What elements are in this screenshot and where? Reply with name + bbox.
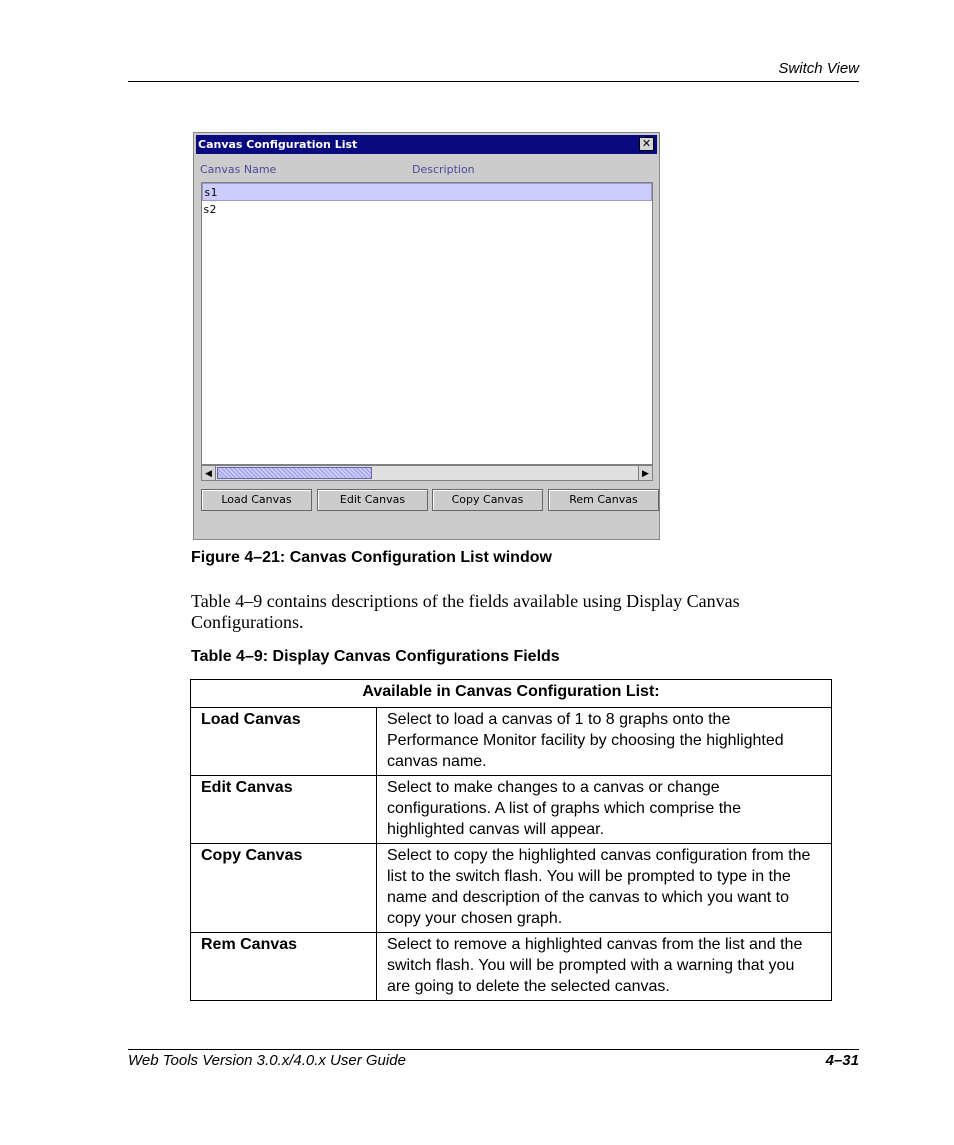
field-name: Load Canvas	[191, 708, 377, 776]
window-title: Canvas Configuration List	[198, 138, 358, 151]
edit-canvas-button[interactable]: Edit Canvas	[317, 489, 428, 511]
window-titlebar	[196, 135, 657, 154]
rem-canvas-button[interactable]: Rem Canvas	[548, 489, 659, 511]
field-name: Rem Canvas	[191, 933, 377, 1001]
canvas-list[interactable]	[201, 182, 653, 465]
canvas-configuration-window	[193, 132, 660, 540]
field-description: Select to load a canvas of 1 to 8 graphs onto the Performance Monitor facility by choosing the highlighted canvas name.	[377, 708, 832, 776]
field-description: Select to make changes to a canvas or change configurations. A list of graphs which comprise the highlighted canvas will appear.	[377, 776, 832, 844]
figure-caption: Figure 4–21: Canvas Configuration List window	[191, 549, 552, 566]
table-header-row	[191, 680, 832, 708]
load-canvas-button[interactable]: Load Canvas	[201, 489, 312, 511]
body-paragraph: Table 4–9 contains descriptions of the fields available using Display Canvas Configurations.	[191, 591, 740, 632]
table-row	[191, 844, 832, 933]
list-item[interactable]: s2	[203, 203, 217, 216]
field-name: Copy Canvas	[191, 844, 377, 933]
table-title: Table 4–9: Display Canvas Configurations Fields	[191, 648, 560, 665]
scroll-thumb[interactable]	[217, 467, 372, 479]
field-description: Select to copy the highlighted canvas configuration from the list to the switch flash. You will be prompted to type in the name and description of the canvas to which you want to copy your chosen graph.	[377, 844, 832, 933]
footer-guide-title: Web Tools Version 3.0.x/4.0.x User Guide	[128, 1052, 406, 1069]
fields-table	[190, 679, 832, 1001]
header-rule	[128, 81, 859, 82]
page-number: 4–31	[825, 1052, 859, 1069]
column-header-canvas-name[interactable]: Canvas Name	[200, 163, 277, 176]
list-item[interactable]: s1	[202, 183, 652, 201]
field-name: Edit Canvas	[191, 776, 377, 844]
scroll-left-icon[interactable]: ◀	[202, 466, 216, 480]
table-row	[191, 933, 832, 1001]
close-icon[interactable]: ✕	[639, 137, 654, 151]
scroll-right-icon[interactable]: ▶	[638, 466, 652, 480]
table-row	[191, 776, 832, 844]
column-header-description[interactable]: Description	[412, 163, 475, 176]
copy-canvas-button[interactable]: Copy Canvas	[432, 489, 543, 511]
horizontal-scrollbar[interactable]	[201, 465, 653, 481]
table-header: Available in Canvas Configuration List:	[191, 680, 832, 708]
running-header: Switch View	[778, 60, 859, 77]
footer-rule	[128, 1049, 859, 1050]
table-row	[191, 708, 832, 776]
field-description: Select to remove a highlighted canvas from the list and the switch flash. You will be prompted with a warning that you are going to delete the selected canvas.	[377, 933, 832, 1001]
